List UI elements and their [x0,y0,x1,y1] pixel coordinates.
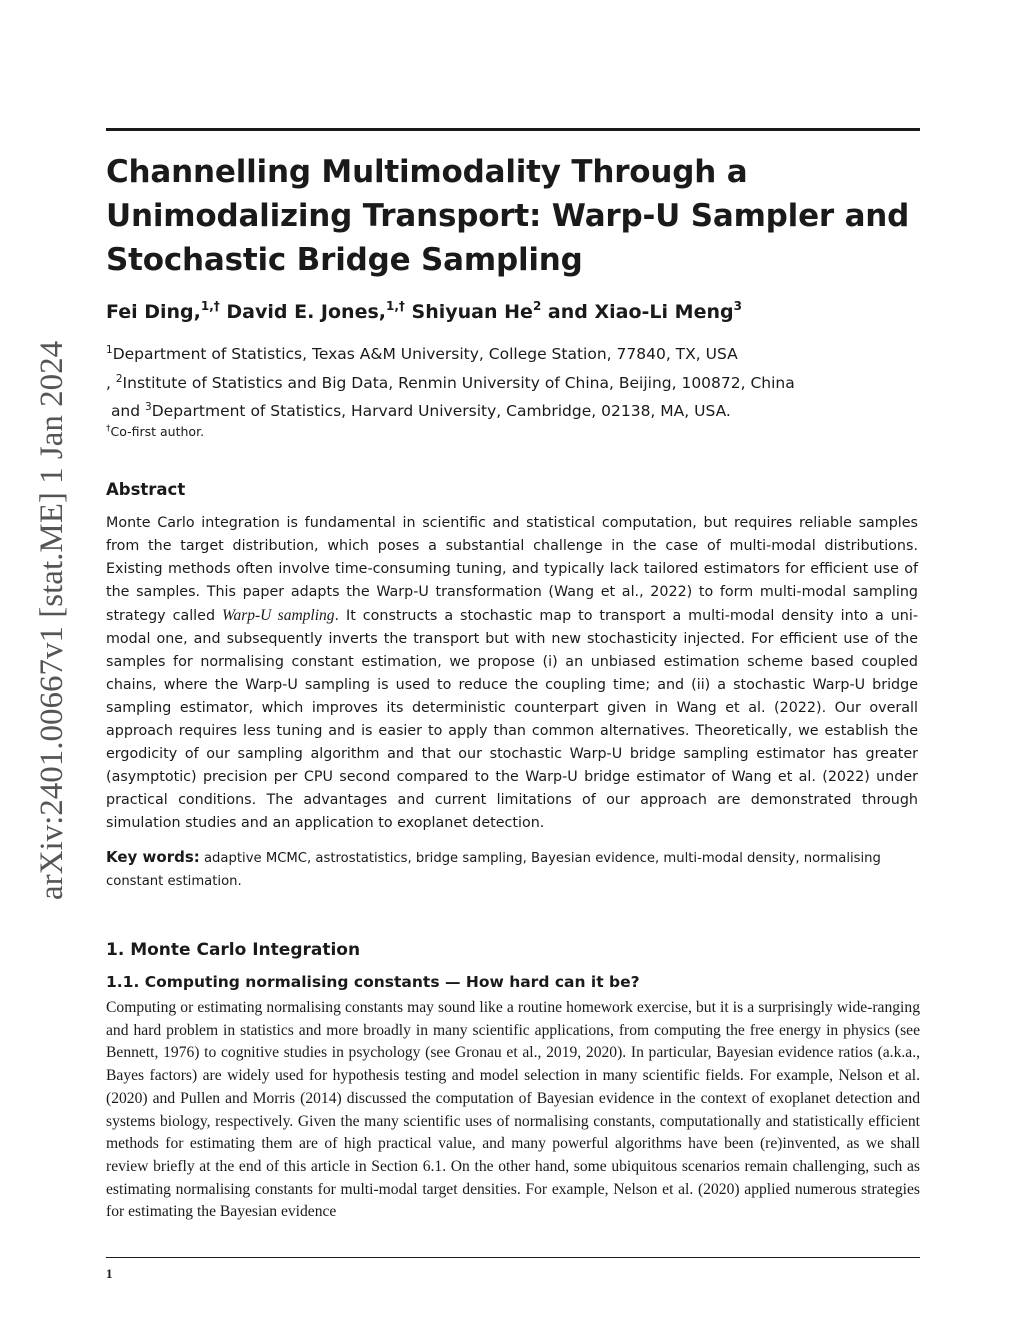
section-heading: 1. Monte Carlo Integration [106,940,361,960]
keywords-text: adaptive MCMC, astrostatistics, bridge sampling, Bayesian evidence, multi-modal density, normalising constant estimation. [106,851,881,889]
author-affil-mark: 1,† [386,299,405,313]
author-affil-mark: 2 [532,299,542,313]
arxiv-identifier: arXiv:2401.00667v1 [stat.ME] 1 Jan 2024 [34,340,70,900]
co-first-author-note: †Co-first author. [106,424,205,439]
affiliation-line: $^1$Department of Statistics, Texas A&M University, College Station, 77840, TX, USA [106,344,738,363]
keywords [106,846,918,893]
author-list [106,292,926,326]
author-affil-mark: 3 [733,299,742,313]
author-affil-mark: 1,† [200,299,220,313]
author-name: Fei Ding, [106,301,201,323]
affiliation-line: , $^2$Institute of Statistics and Big Data, Renmin University of China, Beijing, 100872, China [106,372,795,392]
author-name: Shiyuan He [411,301,533,323]
abstract-italic-term: Warp-U sampling [222,607,335,624]
subsection-heading: 1.1. Computing normalising constants — How hard can it be? [106,973,640,991]
keywords-label: Key words: [106,848,200,866]
top-rule [106,128,920,131]
author-joiner: and [547,301,588,323]
footer-rule [106,1257,920,1258]
body-paragraph: Computing or estimating normalising constants may sound like a routine homework exercise, but it is a surprisingly wide-ranging and hard problem in statistics and more broadly in many scientific applications, from computing the free energy in physics (see Bennett, 1976) to cognitive studies in psychology (see Gronau et al., 2019, 2020). In particular, Bayesian evidence ratios (a.k.a., Bayes factors) are widely used for hypothesis testing and model selection in many scientific fields. For example, Nelson et al. (2020) and Pullen and Morris (2014) discussed the computation of Bayesian evidence in the context of exoplanet detection and systems biology, respectively. Given the many scientific uses of normalising constants, computationally and statistically efficient methods for estimating them are of high practical value, and many powerful algorithms have been (re)invented, as we shall review briefly at the end of this article in Section 6.1. On the other hand, some ubiquitous scenarios remain challenging, such as estimating normalising constants for multi-modal target densities. For example, Nelson et al. (2020) applied numerous strategies for estimating the Bayesian evidence [106,999,920,1221]
affiliation-line: and $^3$Department of Statistics, Harvard University, Cambridge, 02138, MA, USA. [110,401,731,420]
abstract-body: Monte Carlo integration is fundamental in scientific and statistical computation, but requires reliable samples from the target distribution, which poses a substantial challenge in the case of multi-modal distributions. Existing methods often involve time-consuming tuning, and typically lack tailored estimators for efficient use of the samples. This paper adapts the Warp-U transformation (Wang et al., 2022) to form multi-modal sampling strategy called Warp-U sampling. It constructs a stochastic map to transport a multi-modal density into a uni-modal one, and subsequently inverts the transport but with new stochasticity injected. For efficient use of the samples for normalising constant estimation, we propose (i) an unbiased estimation scheme based coupled chains, where the Warp-U sampling is used to reduce the coupling time; and (ii) a stochastic Warp-U bridge sampling estimator, which improves its deterministic counterpart given in Wang et al. (2022). Our overall approach requires less tuning and is easier to apply than common alternatives. Theoretically, we establish the ergodicity of our sampling algorithm and that our stochastic Warp-U bridge sampling estimator has greater (asymptotic) precision per CPU second compared to the Warp-U bridge estimator of Wang et al. (2022) under practical conditions. The advantages and current limitations of our approach are demonstrated through simulation studies and an application to exoplanet detection. [106,515,919,831]
author-name: Xiao-Li Meng [594,301,734,323]
paper-title: Channelling Multimodality Through a Unimodalizing Transport: Warp-U Sampler and Stochastic Bridge Sampling [106,154,910,278]
abstract-heading: Abstract [106,480,186,499]
affiliation-list [106,338,906,424]
author-name: David E. Jones, [226,301,386,323]
page-number: 1 [106,1266,113,1281]
